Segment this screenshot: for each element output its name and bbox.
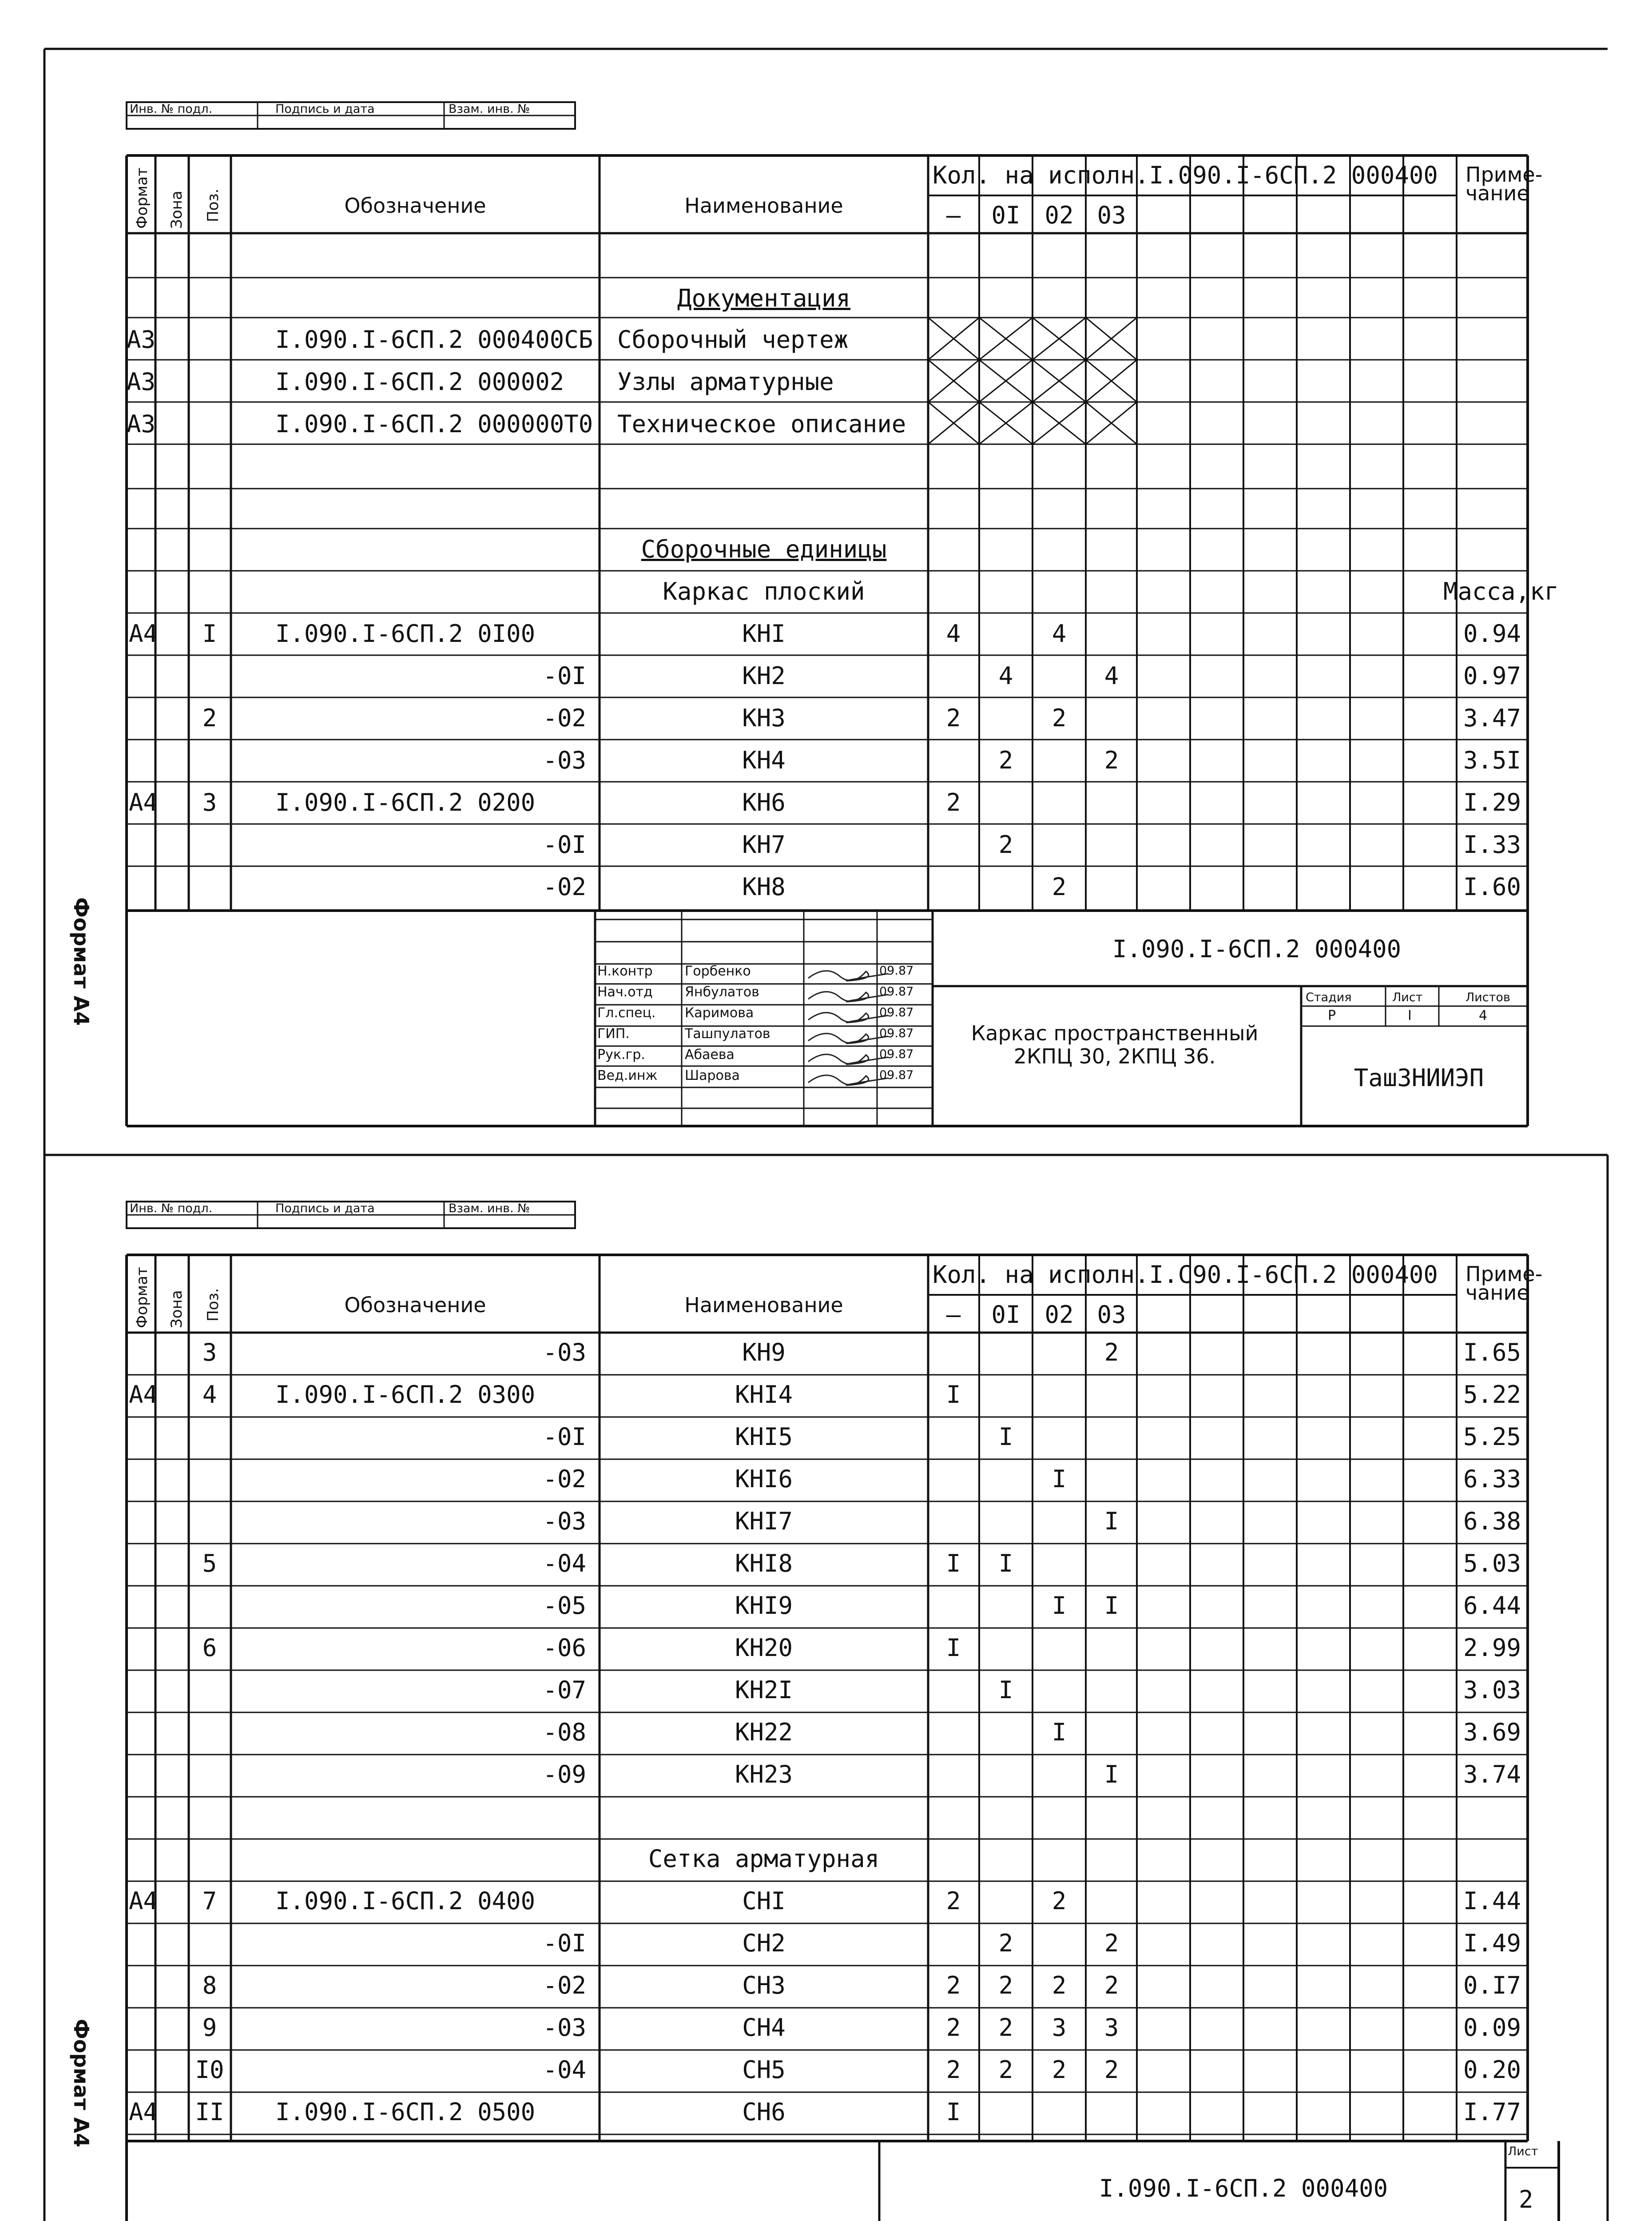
row-designation: -09 <box>543 1760 586 1788</box>
header-variant: – <box>946 201 961 229</box>
signer-name: Янбулатов <box>685 984 759 1000</box>
row-designation: I.090.I-6СП.2 0I00 <box>275 620 536 648</box>
row-designation: -02 <box>543 1465 586 1493</box>
row-qty: I <box>998 1423 1013 1451</box>
row-qty: 2 <box>1052 1887 1067 1915</box>
title-block-title: Каркас пространственный 2КПЦ 30, 2КПЦ 36. <box>971 1021 1259 1068</box>
row-mass: I.77 <box>1463 2098 1521 2126</box>
row-mass: 5.03 <box>1463 1549 1521 1577</box>
row-mass: 3.5I <box>1463 746 1521 774</box>
row-qty: 2 <box>998 2056 1013 2084</box>
signer-role: Гл.спец. <box>597 1005 656 1021</box>
stamp-sign-label: Подпись и дата <box>275 102 375 116</box>
row-format: А4 <box>129 2098 158 2126</box>
sheets-label: Листов <box>1465 991 1510 1004</box>
row-mass: 0.20 <box>1463 2056 1521 2084</box>
row-name: СН4 <box>742 2014 786 2042</box>
signer-date: 09.87 <box>879 1006 914 1019</box>
signer-role: Нач.отд <box>597 984 653 1000</box>
doc-format: А3 <box>127 410 156 438</box>
row-mass: 0.09 <box>1463 2014 1521 2042</box>
row-name: КН23 <box>735 1760 793 1788</box>
row-designation: -04 <box>543 2056 586 2084</box>
row-designation: I.090.I-6СП.2 0500 <box>275 2098 536 2126</box>
row-position: 3 <box>202 1338 217 1366</box>
row-qty: 2 <box>1104 1971 1119 1999</box>
row-designation: I.090.I-6СП.2 0400 <box>275 1887 536 1915</box>
row-position: 2 <box>202 704 217 732</box>
row-mass: 6.33 <box>1463 1465 1521 1493</box>
doc-designation: I.090.I-6СП.2 000002 <box>275 368 564 396</box>
row-qty: I <box>946 2098 961 2126</box>
section-docs-title: Документация <box>677 284 851 312</box>
header-designation: Обозначение <box>344 194 486 218</box>
stamp-vzam-label: Взам. инв. № <box>449 102 530 116</box>
header-qty-title: Кол. на исполн.I.С90.I-6СП.2 000400 <box>933 1261 1438 1289</box>
row-qty: I <box>998 1549 1013 1577</box>
header-format: Формат <box>133 167 151 229</box>
footer-sheet-label: Лист <box>1508 2145 1538 2158</box>
stage-value: Р <box>1328 1008 1336 1023</box>
row-designation: I.090.I-6СП.2 0300 <box>275 1381 536 1409</box>
header-name: Наименование <box>684 194 843 218</box>
header-variant: 03 <box>1097 201 1126 229</box>
row-designation: -06 <box>543 1634 586 1662</box>
sheets-value: 4 <box>1479 1008 1488 1023</box>
row-qty: I <box>946 1381 961 1409</box>
row-qty: 2 <box>946 2014 961 2042</box>
row-qty: I <box>1104 1760 1119 1788</box>
header-variant: 03 <box>1097 1301 1126 1329</box>
header-variant: 02 <box>1044 1301 1074 1329</box>
row-position: 8 <box>202 1971 217 1999</box>
row-qty: I <box>1104 1592 1119 1620</box>
signer-role: ГИП. <box>597 1026 630 1042</box>
row-designation: -03 <box>543 1507 586 1535</box>
row-position: 4 <box>202 1381 217 1409</box>
doc-name: Сборочный чертеж <box>617 326 849 354</box>
row-qty: I <box>1052 1592 1067 1620</box>
sheet-value: I <box>1408 1008 1412 1023</box>
row-qty: I <box>946 1634 961 1662</box>
row-mass: 6.38 <box>1463 1507 1521 1535</box>
footer-sheet-value: 2 <box>1519 2185 1533 2213</box>
row-qty: 2 <box>1104 1929 1119 1957</box>
header-variant: 02 <box>1044 201 1074 229</box>
header-format: Формат <box>133 1267 151 1328</box>
row-mass: I.60 <box>1463 873 1521 901</box>
row-mass: I.33 <box>1463 831 1521 859</box>
row-qty: 4 <box>1104 662 1119 690</box>
row-name: СНI <box>742 1887 786 1915</box>
row-name: КНI9 <box>735 1592 793 1620</box>
row-designation: I.090.I-6СП.2 0200 <box>275 788 536 816</box>
row-mass: 0.94 <box>1463 620 1521 648</box>
row-qty: 4 <box>998 662 1013 690</box>
doc-designation: I.090.I-6СП.2 000400СБ <box>275 326 593 354</box>
row-name: СН2 <box>742 1929 786 1957</box>
row-designation: -0I <box>543 1929 586 1957</box>
row-name: КН2I <box>735 1676 793 1704</box>
row-mass: 5.22 <box>1463 1381 1521 1409</box>
row-mass: 3.47 <box>1463 704 1521 732</box>
group-flat-title: Каркас плоский <box>663 577 865 605</box>
row-position: 5 <box>202 1549 217 1577</box>
row-qty: 2 <box>946 704 961 732</box>
signature <box>808 1034 888 1043</box>
row-name: КНI6 <box>735 1465 793 1493</box>
header-variant: 0I <box>991 201 1021 229</box>
row-qty: I <box>1052 1465 1067 1493</box>
row-name: СН6 <box>742 2098 786 2126</box>
row-mass: 2.99 <box>1463 1634 1521 1662</box>
header-designation: Обозначение <box>344 1293 486 1317</box>
signer-role: Н.контр <box>597 963 653 979</box>
row-position: 9 <box>202 2014 217 2042</box>
header-name: Наименование <box>684 1293 843 1317</box>
signer-role: Рук.гр. <box>597 1047 645 1063</box>
row-format: А4 <box>129 1887 158 1915</box>
row-name: КН7 <box>742 831 786 859</box>
row-position: II <box>195 2098 224 2126</box>
row-name: КН4 <box>742 746 786 774</box>
row-qty: I <box>1104 1507 1119 1535</box>
row-qty: 3 <box>1052 2014 1067 2042</box>
row-designation: -03 <box>543 1338 586 1366</box>
row-mass: 0.I7 <box>1463 1971 1521 1999</box>
signature <box>808 971 888 981</box>
header-note: Приме- чание <box>1465 163 1543 205</box>
header-pos: Поз. <box>204 1288 222 1321</box>
row-name: КНI <box>742 620 786 648</box>
signer-name: Шарова <box>685 1068 740 1083</box>
signature <box>808 1075 888 1085</box>
row-qty: 2 <box>946 788 961 816</box>
row-name: КНI8 <box>735 1549 793 1577</box>
doc-name: Узлы арматурные <box>617 368 834 396</box>
sheet-label: Лист <box>1392 991 1423 1004</box>
row-name: КНI5 <box>735 1423 793 1451</box>
signer-name: Абаева <box>685 1047 735 1063</box>
row-qty: 2 <box>998 831 1013 859</box>
row-position: I <box>202 620 217 648</box>
row-qty: 4 <box>946 620 961 648</box>
row-designation: -02 <box>543 873 586 901</box>
row-name: КН9 <box>742 1338 786 1366</box>
mass-label: Масса,кг <box>1443 577 1559 605</box>
header-zone: Зона <box>168 1290 186 1328</box>
row-name: Сетка арматурная <box>648 1845 880 1873</box>
row-qty: I <box>998 1676 1013 1704</box>
stamp-sign-label: Подпись и дата <box>275 1202 375 1215</box>
row-mass: 6.44 <box>1463 1592 1521 1620</box>
row-qty: 2 <box>1052 1971 1067 1999</box>
signer-date: 09.87 <box>879 985 914 999</box>
row-mass: 3.74 <box>1463 1760 1521 1788</box>
doc-format: А3 <box>127 368 156 396</box>
row-designation: -0I <box>543 662 586 690</box>
row-mass: I.65 <box>1463 1338 1521 1366</box>
header-variant: 0I <box>991 1301 1021 1329</box>
doc-name: Техническое описание <box>617 410 906 438</box>
row-name: КН3 <box>742 704 786 732</box>
row-name: КНI4 <box>735 1381 793 1409</box>
row-qty: 2 <box>1052 873 1067 901</box>
signer-name: Каримова <box>685 1005 754 1021</box>
row-designation: -07 <box>543 1676 586 1704</box>
stamp-vzam-label: Взам. инв. № <box>449 1202 530 1215</box>
stamp-inv-label: Инв. № подл. <box>130 1202 213 1215</box>
row-designation: -05 <box>543 1592 586 1620</box>
row-qty: 2 <box>946 2056 961 2084</box>
row-qty: 2 <box>1104 746 1119 774</box>
header-note: Приме- чание <box>1465 1262 1543 1305</box>
row-position: 7 <box>202 1887 217 1915</box>
row-mass: 0.97 <box>1463 662 1521 690</box>
stage-label: Стадия <box>1306 991 1352 1004</box>
header-pos: Поз. <box>204 188 222 222</box>
row-designation: -04 <box>543 1549 586 1577</box>
row-position: 3 <box>202 788 217 816</box>
row-qty: 2 <box>946 1887 961 1915</box>
row-name: КНI7 <box>735 1507 793 1535</box>
row-mass: I.44 <box>1463 1887 1521 1915</box>
row-name: КН2 <box>742 662 786 690</box>
side-format-label-1: Формат А4 <box>69 897 93 1026</box>
row-qty: 2 <box>946 1971 961 1999</box>
row-qty: 2 <box>1104 2056 1119 2084</box>
row-name: КН20 <box>735 1634 793 1662</box>
header-zone: Зона <box>168 191 186 229</box>
row-position: I0 <box>195 2056 224 2084</box>
row-format: А4 <box>129 620 158 648</box>
signer-name: Ташпулатов <box>685 1026 770 1042</box>
row-designation: -03 <box>543 2014 586 2042</box>
header-variant: – <box>946 1301 961 1329</box>
footer-code: I.090.I-6СП.2 000400 <box>1099 2174 1388 2202</box>
signature <box>808 992 888 1002</box>
header-qty-title: Кол. на исполн.I.090.I-6СП.2 000400 <box>933 161 1438 189</box>
row-designation: -03 <box>543 746 586 774</box>
section-units-title: Сборочные единицы <box>641 535 887 563</box>
row-name: КН8 <box>742 873 786 901</box>
row-designation: -0I <box>543 831 586 859</box>
row-qty: 2 <box>998 1929 1013 1957</box>
row-mass: I.29 <box>1463 788 1521 816</box>
organization-name: ТашЗНИИЭП <box>1354 1064 1484 1092</box>
signer-date: 09.87 <box>879 1027 914 1040</box>
row-qty: I <box>946 1549 961 1577</box>
row-mass: I.49 <box>1463 1929 1521 1957</box>
row-format: А4 <box>129 788 158 816</box>
row-qty: 2 <box>1104 1338 1119 1366</box>
signer-name: Горбенко <box>685 963 751 979</box>
row-name: СН3 <box>742 1971 786 1999</box>
signature <box>808 1055 888 1064</box>
row-designation: -02 <box>543 704 586 732</box>
row-qty: 2 <box>998 1971 1013 1999</box>
signature <box>808 1013 888 1023</box>
side-format-label-2: Формат А4 <box>69 2019 93 2148</box>
row-mass: 3.69 <box>1463 1718 1521 1746</box>
signer-date: 09.87 <box>879 1047 914 1061</box>
row-designation: -02 <box>543 1971 586 1999</box>
row-designation: -0I <box>543 1423 586 1451</box>
row-qty: 2 <box>998 2014 1013 2042</box>
row-qty: 2 <box>1052 2056 1067 2084</box>
row-qty: 3 <box>1104 2014 1119 2042</box>
doc-designation: I.090.I-6СП.2 000000Т0 <box>275 410 593 438</box>
row-qty: 2 <box>998 746 1013 774</box>
title-block-code: I.090.I-6СП.2 000400 <box>1112 935 1402 963</box>
row-qty: I <box>1052 1718 1067 1746</box>
doc-format: А3 <box>127 326 156 354</box>
stamp-inv-label: Инв. № подл. <box>130 102 213 116</box>
row-name: СН5 <box>742 2056 786 2084</box>
row-position: 6 <box>202 1634 217 1662</box>
row-qty: 4 <box>1052 620 1067 648</box>
row-mass: 3.03 <box>1463 1676 1521 1704</box>
signer-date: 09.87 <box>879 964 914 978</box>
row-format: А4 <box>129 1381 158 1409</box>
row-name: КН22 <box>735 1718 793 1746</box>
row-name: КН6 <box>742 788 786 816</box>
row-mass: 5.25 <box>1463 1423 1521 1451</box>
signer-role: Вед.инж <box>597 1068 658 1083</box>
row-designation: -08 <box>543 1718 586 1746</box>
signer-date: 09.87 <box>879 1068 914 1082</box>
row-qty: 2 <box>1052 704 1067 732</box>
